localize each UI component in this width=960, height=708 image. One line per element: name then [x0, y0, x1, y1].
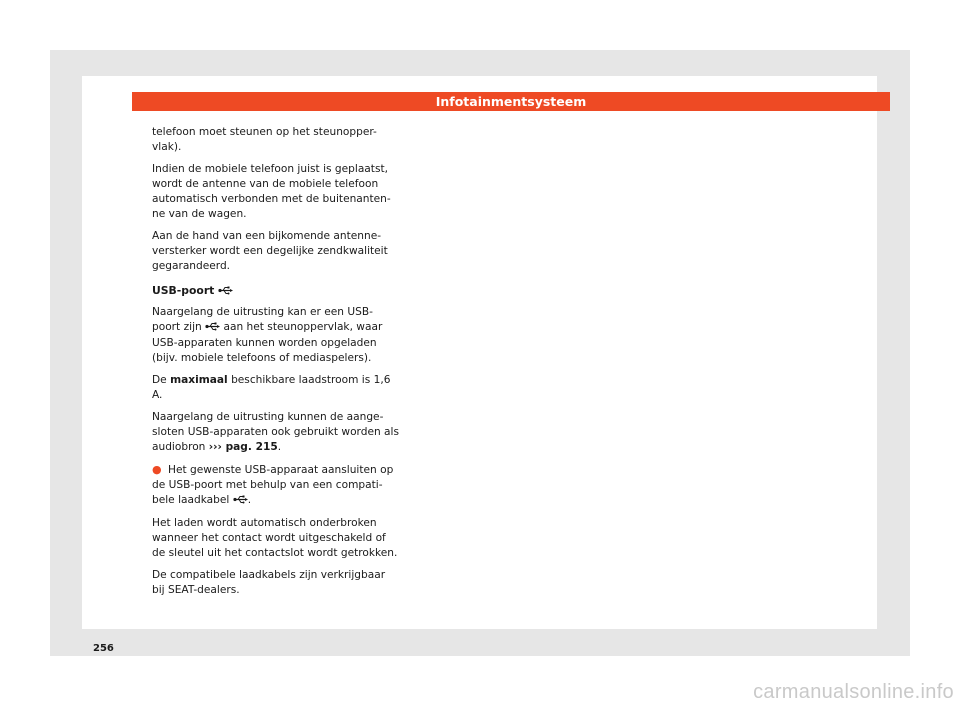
paragraph-4-start: Naargelang de uitrusting kan er een USB-poort zijn: [152, 306, 373, 333]
usb-icon: [205, 321, 220, 336]
paragraph-7: Het laden wordt automatisch onderbroken wanneer het contact wordt uitgeschakeld of de sleutel uit het contactslot wordt getrokken.: [152, 517, 398, 559]
paragraph-6-end: .: [277, 441, 282, 453]
paragraph-2: Indien de mobiele telefoon juist is geplaatst, wordt de antenne van de mobiele telefoon automatisch verbonden met de buitenanten-ne van de wagen.: [152, 163, 391, 220]
bullet-icon: ●: [152, 463, 162, 476]
manual-page: [82, 76, 877, 654]
page-number: 256: [93, 643, 114, 654]
usb-icon: [233, 494, 248, 509]
paragraph-4: [152, 305, 400, 366]
watermark: carmanualsonline.info: [753, 681, 954, 703]
bullet-end: .: [247, 494, 252, 506]
section-header: Infotainmentsysteem: [132, 92, 890, 111]
paragraph-8: De compatibele laadkabels zijn verkrijgbaar bij SEAT-dealers.: [152, 569, 386, 596]
paragraph-6: [152, 410, 400, 455]
paragraph-3: Aan de hand van een bijkomende antenne-versterker wordt een degelijke zendkwaliteit gegarandeerd.: [152, 230, 388, 272]
paragraph-5-bold: maximaal: [170, 374, 228, 386]
paragraph-5: [152, 373, 400, 403]
bullet-item: [152, 462, 400, 509]
usb-heading: [152, 283, 400, 299]
paragraph-5-prefix: De: [152, 374, 167, 386]
paragraph-4-end: aan het steunoppervlak, waar USB-apparaten kunnen worden opgeladen (bijv. mobiele telefoons of mediaspelers).: [152, 321, 383, 364]
page-reference-link[interactable]: ››› pag. 215: [208, 441, 278, 453]
paragraph-1: telefoon moet steunen op het steunopper-vlak).: [152, 126, 377, 153]
bullet-text: Het gewenste USB-apparaat aansluiten op de USB-poort met behulp van een compati-bele laadkabel: [152, 464, 394, 506]
paragraph-6-text: Naargelang de uitrusting kunnen de aange-sloten USB-apparaten ook gebruikt worden als audiobron: [152, 411, 399, 453]
usb-heading-text: USB-poort: [152, 284, 215, 297]
page-frame: [50, 50, 910, 656]
text-column: [152, 125, 400, 605]
usb-icon: [218, 284, 233, 299]
paragraph-5-rest: beschikbare laadstroom is 1,6 A.: [152, 374, 391, 401]
